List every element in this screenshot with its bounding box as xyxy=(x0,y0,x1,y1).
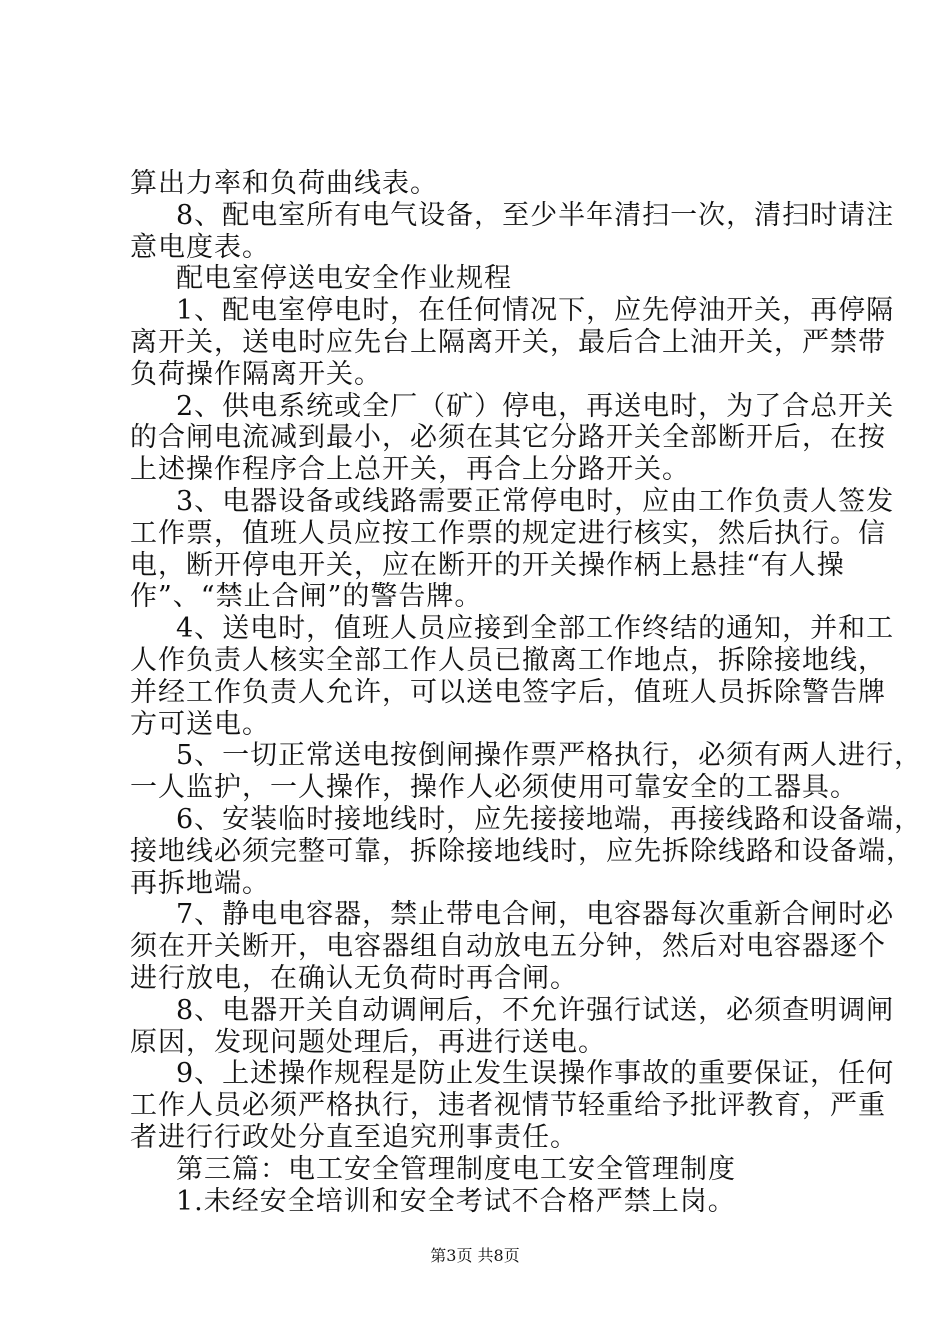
page-number: 第3页 共8页 xyxy=(430,1246,520,1265)
section-heading: 配电室停送电安全作业规程 xyxy=(176,263,512,295)
text-line: 的合闸电流减到最小，必须在其它分路开关全部断开后，在按 xyxy=(130,422,886,454)
text-line: 并经工作负责人允许，可以送电签字后，值班人员拆除警告牌 xyxy=(130,676,886,708)
paragraph-line: 8、配电室所有电气设备，至少半年清扫一次，清扫时请注 xyxy=(176,199,895,231)
text-line: 作”、“禁止合闸”的警告牌。 xyxy=(130,581,483,613)
section-heading: 第三篇：电工安全管理制度电工安全管理制度 xyxy=(176,1153,736,1185)
paragraph-line: 6、安装临时接地线时，应先接接地端，再接线路和设备端， xyxy=(176,803,923,835)
paragraph-line: 2、供电系统或全厂（矿）停电，再送电时，为了合总开关 xyxy=(176,390,895,422)
text-line: 电，断开停电开关，应在断开的开关操作柄上悬挂“有人操 xyxy=(130,549,845,581)
paragraph-line: 1、配电室停电时，在任何情况下，应先停油开关，再停隔 xyxy=(176,295,895,327)
text-line: 原因，发现问题处理后，再进行送电。 xyxy=(130,1026,606,1058)
text-line: 工作票，值班人员应按工作票的规定进行核实，然后执行。信 xyxy=(130,517,886,549)
text-line: 负荷操作隔离开关。 xyxy=(130,358,382,390)
document-body xyxy=(130,168,923,1217)
text-line: 算出力率和负荷曲线表。 xyxy=(130,168,438,199)
text-line: 上述操作程序合上总开关，再合上分路开关。 xyxy=(130,454,690,486)
text-line: 方可送电。 xyxy=(130,708,270,740)
text-line: 者进行行政处分直至追究刑事责任。 xyxy=(130,1121,578,1153)
paragraph-line: 5、一切正常送电按倒闸操作票严格执行，必须有两人进行， xyxy=(176,740,923,772)
text-line: 离开关，送电时应先台上隔离开关，最后合上油开关，严禁带 xyxy=(130,326,886,358)
paragraph-line: 4、送电时，值班人员应接到全部工作终结的通知，并和工 xyxy=(176,613,895,645)
text-line: 工作人员必须严格执行，违者视情节轻重给予批评教育，严重 xyxy=(130,1090,886,1122)
text-line: 进行放电，在确认无负荷时再合闸。 xyxy=(130,962,578,994)
paragraph-line: 7、静电电容器，禁止带电合闸，电容器每次重新合闸时必 xyxy=(176,899,895,931)
text-line: 再拆地端。 xyxy=(130,867,270,899)
text-line: 须在开关断开，电容器组自动放电五分钟，然后对电容器逐个 xyxy=(130,931,886,963)
page-footer xyxy=(0,1243,950,1266)
paragraph-line: 8、电器开关自动调闸后，不允许强行试送，必须查明调闸 xyxy=(176,994,895,1026)
paragraph-line: 9、上述操作规程是防止发生误操作事故的重要保证，任何 xyxy=(176,1058,895,1090)
text-line: 接地线必须完整可靠，拆除接地线时，应先拆除线路和设备端， xyxy=(130,835,914,867)
text-line: 人作负责人核实全部工作人员已撤离工作地点，拆除接地线， xyxy=(130,644,886,676)
paragraph-line: 1.未经安全培训和安全考试不合格严禁上岗。 xyxy=(176,1185,736,1217)
text-line: 一人监护，一人操作，操作人必须使用可靠安全的工器具。 xyxy=(130,772,858,804)
paragraph-line: 3、电器设备或线路需要正常停电时，应由工作负责人签发 xyxy=(176,485,895,517)
text-line: 意电度表。 xyxy=(130,231,270,263)
